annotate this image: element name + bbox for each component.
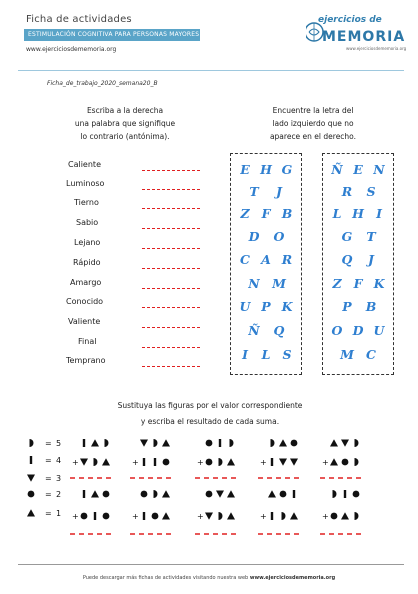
left-letter: F xyxy=(261,206,271,221)
sum-circle-icon xyxy=(152,513,159,520)
sum-half-circle-icon xyxy=(333,490,337,498)
letters-instruction xyxy=(228,104,398,143)
footer-text: Puede descargar más fichas de actividades visitando nuestra web xyxy=(82,575,249,581)
left-letter: I xyxy=(242,347,248,362)
sum-bar-icon xyxy=(293,490,295,498)
right-letter: O xyxy=(331,323,343,338)
right-letter: F xyxy=(353,276,363,291)
sum-half-circle-icon xyxy=(94,458,98,466)
header-divider xyxy=(18,70,404,71)
legend-equals: = xyxy=(45,490,52,499)
sum-bar-icon xyxy=(83,490,85,498)
legend-equals: = xyxy=(45,456,52,465)
left-letter: Q xyxy=(273,323,285,338)
antonym-word: Tierno xyxy=(74,198,99,207)
left-letter: Ñ xyxy=(248,323,260,338)
left-letter: E xyxy=(240,162,250,177)
right-letter: G xyxy=(341,229,353,244)
plus-sign: + xyxy=(72,512,79,521)
right-letter: S xyxy=(366,184,376,199)
sum-half-circle-icon xyxy=(154,490,158,498)
right-letter: T xyxy=(366,229,376,244)
right-letter: Z xyxy=(332,276,342,291)
instruction-line: Sustituya las figuras por el valor correspondiente xyxy=(117,401,303,410)
sum-half-circle-icon xyxy=(355,512,359,520)
antonym-word: Sabio xyxy=(76,218,99,227)
header-url[interactable]: www.ejerciciosdememoria.org xyxy=(26,46,117,53)
sum-circle-icon xyxy=(103,513,110,520)
sum-bar-icon xyxy=(94,512,96,520)
sum-triangle-down-icon xyxy=(290,459,298,466)
legend-circle-icon xyxy=(28,491,35,498)
left-letter: K xyxy=(281,299,293,314)
antonym-word: Rápido xyxy=(73,258,101,267)
sum-bar-icon xyxy=(344,490,346,498)
left-letter: D xyxy=(248,229,260,244)
legend-triangle-down-icon xyxy=(27,475,35,482)
sum-triangle-up-icon xyxy=(227,512,235,519)
left-letter: J xyxy=(276,184,282,199)
sum-bar-icon xyxy=(271,512,273,520)
answer-blank[interactable] xyxy=(142,287,200,289)
plus-sign: + xyxy=(322,458,329,467)
left-letter: B xyxy=(281,206,293,221)
footer-divider xyxy=(18,564,404,565)
antonym-word: Conocido xyxy=(66,297,104,306)
sum-triangle-up-icon xyxy=(162,512,170,519)
antonym-word: Valiente xyxy=(68,317,101,326)
legend-half-circle-icon xyxy=(30,439,34,447)
plus-sign: + xyxy=(322,512,329,521)
legend-equals: = xyxy=(45,474,52,483)
sum-circle-icon xyxy=(353,491,360,498)
instruction-line: Escriba a la derecha xyxy=(86,106,164,115)
answer-blank[interactable] xyxy=(142,188,200,190)
legend-triangle-up-icon xyxy=(27,509,35,516)
sum-half-circle-icon xyxy=(219,458,223,466)
worksheet-id: Ficha_de_trabajo_2020_semana20_B xyxy=(47,80,158,87)
left-letter: U xyxy=(239,299,251,314)
instruction-line: Encuentre la letra del xyxy=(272,106,354,115)
sum-circle-icon xyxy=(331,513,338,520)
legend-value: 5 xyxy=(56,439,62,448)
sum-triangle-down-icon xyxy=(216,491,224,498)
sum-circle-icon xyxy=(163,459,170,466)
left-letter: T xyxy=(249,184,259,199)
sum-half-circle-icon xyxy=(105,439,109,447)
right-letter: U xyxy=(373,323,385,338)
instruction-line: lado izquierdo que no xyxy=(272,119,354,128)
sum-half-circle-icon xyxy=(355,458,359,466)
sum-triangle-down-icon xyxy=(279,459,287,466)
antonym-word: Luminoso xyxy=(66,179,105,188)
answer-blank[interactable] xyxy=(142,306,200,308)
plus-sign: + xyxy=(197,458,204,467)
header-title: Ficha de actividades xyxy=(26,14,132,25)
sum-triangle-up-icon xyxy=(227,490,235,497)
left-letter: O xyxy=(273,229,285,244)
instruction-line: y escriba el resultado de cada suma. xyxy=(140,417,280,426)
instruction-line: aparece en el derecho. xyxy=(269,132,357,141)
right-letter: L xyxy=(332,206,342,221)
sum-bar-icon xyxy=(143,512,145,520)
sum-triangle-up-icon xyxy=(91,490,99,497)
right-letter: H xyxy=(352,206,364,221)
plus-sign: + xyxy=(260,512,267,521)
sum-triangle-up-icon xyxy=(162,439,170,446)
sum-bar-icon xyxy=(143,458,145,466)
header-subtitle: ESTIMULACIÓN COGNITIVA PARA PERSONAS MAYORES xyxy=(28,31,200,38)
sum-triangle-down-icon xyxy=(341,440,349,447)
plus-sign: + xyxy=(132,458,139,467)
sum-bar-icon xyxy=(154,458,156,466)
sum-half-circle-icon xyxy=(230,439,234,447)
left-letter: H xyxy=(260,162,272,177)
answer-blank[interactable] xyxy=(142,247,200,249)
right-letter: N xyxy=(373,162,385,177)
sum-bar-icon xyxy=(219,439,221,447)
left-letter: L xyxy=(261,347,271,362)
sum-triangle-up-icon xyxy=(91,439,99,446)
footer-link[interactable]: www.ejerciciosdememoria.org xyxy=(249,575,336,581)
sum-triangle-down-icon xyxy=(205,513,213,520)
legend-equals: = xyxy=(45,509,52,518)
left-letter: Z xyxy=(240,206,250,221)
sum-circle-icon xyxy=(206,459,213,466)
right-letter: M xyxy=(340,347,354,362)
right-letter: Ñ xyxy=(331,162,343,177)
sum-bar-icon xyxy=(83,439,85,447)
logo-text-main: MEMORIA xyxy=(322,29,406,45)
plus-sign: + xyxy=(72,458,79,467)
sum-triangle-up-icon xyxy=(330,458,338,465)
sum-triangle-up-icon xyxy=(290,512,298,519)
legend-value: 4 xyxy=(56,456,62,465)
plus-sign: + xyxy=(197,512,204,521)
legend-bar-icon xyxy=(30,456,32,464)
footer xyxy=(0,575,418,581)
sum-half-circle-icon xyxy=(154,439,158,447)
left-letter: S xyxy=(282,347,292,362)
sum-circle-icon xyxy=(81,513,88,520)
left-letter: A xyxy=(261,252,271,267)
answer-blank[interactable] xyxy=(142,365,200,367)
sum-half-circle-icon xyxy=(271,439,275,447)
right-letter: J xyxy=(368,252,374,267)
instruction-line: lo contrario (antónima). xyxy=(80,132,170,141)
letters-right-box xyxy=(322,153,394,375)
legend-value: 2 xyxy=(56,490,62,499)
right-letter: I xyxy=(376,206,382,221)
plus-sign: + xyxy=(260,458,267,467)
sum-triangle-up-icon xyxy=(279,439,287,446)
right-letter: R xyxy=(341,184,353,199)
antonym-word: Amargo xyxy=(70,278,102,287)
legend-equals: = xyxy=(45,439,52,448)
left-letter: R xyxy=(281,252,293,267)
answer-blank[interactable] xyxy=(142,346,200,348)
legend-value: 1 xyxy=(56,509,62,518)
right-letter: Q xyxy=(341,252,353,267)
sum-triangle-down-icon xyxy=(80,459,88,466)
left-letter: M xyxy=(272,276,286,291)
sums-instruction xyxy=(50,398,370,430)
sum-triangle-up-icon xyxy=(162,490,170,497)
right-letter: D xyxy=(352,323,364,338)
sum-circle-icon xyxy=(141,491,148,498)
sum-triangle-up-icon xyxy=(268,490,276,497)
antonym-word: Final xyxy=(78,337,97,346)
left-letter: P xyxy=(261,299,271,314)
sum-triangle-up-icon xyxy=(227,458,235,465)
answer-blank[interactable] xyxy=(142,267,200,269)
sum-half-circle-icon xyxy=(219,512,223,520)
logo-text-top: ejercicios de xyxy=(318,15,382,25)
sum-circle-icon xyxy=(291,440,298,447)
sum-circle-icon xyxy=(103,491,110,498)
sum-triangle-up-icon xyxy=(341,512,349,519)
right-letter: E xyxy=(353,162,363,177)
antonyms-instruction xyxy=(40,104,210,143)
antonym-word: Temprano xyxy=(66,356,106,365)
sum-triangle-up-icon xyxy=(330,439,338,446)
sum-half-circle-icon xyxy=(355,439,359,447)
instruction-line: una palabra que signifique xyxy=(74,119,176,128)
logo-text-url: www.ejerciciosdememoria.org xyxy=(346,46,407,51)
left-letter: C xyxy=(240,252,250,267)
right-letter: K xyxy=(373,276,385,291)
sum-triangle-up-icon xyxy=(102,458,110,465)
antonym-word: Lejano xyxy=(74,238,101,247)
legend-value: 3 xyxy=(56,474,62,483)
answer-blank[interactable] xyxy=(142,326,200,328)
sum-triangle-down-icon xyxy=(140,440,148,447)
right-letter: C xyxy=(366,347,376,362)
sum-circle-icon xyxy=(206,491,213,498)
right-letter: P xyxy=(342,299,352,314)
answer-blank[interactable] xyxy=(142,207,200,209)
sum-circle-icon xyxy=(280,491,287,498)
sums-area xyxy=(0,430,418,550)
sum-circle-icon xyxy=(342,459,349,466)
left-letter: G xyxy=(281,162,293,177)
antonym-word: Caliente xyxy=(68,160,101,169)
plus-sign: + xyxy=(132,512,139,521)
right-letter: B xyxy=(365,299,377,314)
sum-bar-icon xyxy=(271,458,273,466)
answer-blank[interactable] xyxy=(142,227,200,229)
left-letter: N xyxy=(248,276,260,291)
sum-circle-icon xyxy=(206,440,213,447)
answer-blank[interactable] xyxy=(142,169,200,171)
sum-half-circle-icon xyxy=(282,512,286,520)
